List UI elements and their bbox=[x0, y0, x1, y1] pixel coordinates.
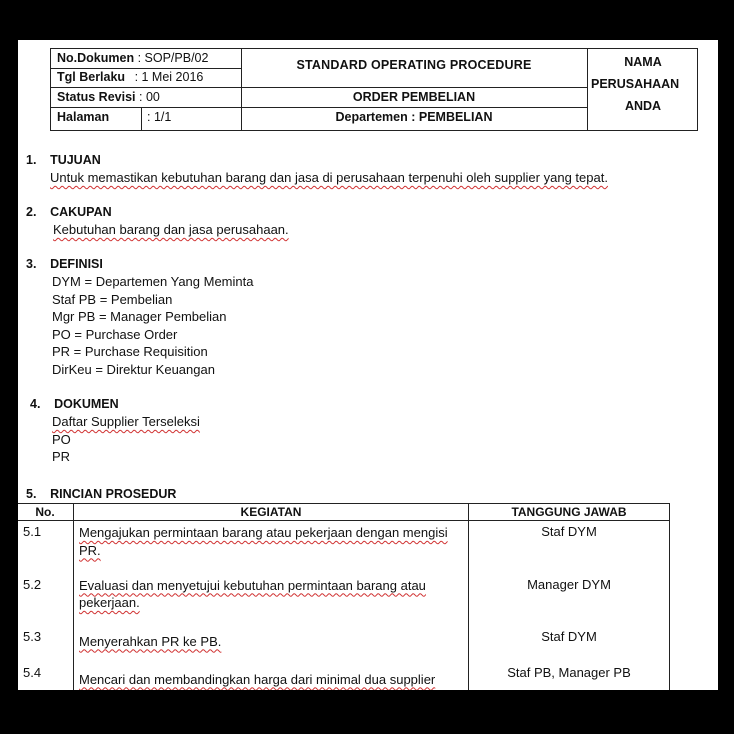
document-page bbox=[18, 40, 718, 690]
dokumen-item: Daftar Supplier Terseleksi bbox=[52, 414, 200, 429]
row-no: 5.3 bbox=[18, 626, 74, 662]
halaman-value: : 1/1 bbox=[147, 110, 172, 124]
no-dokumen-label: No.Dokumen bbox=[57, 51, 135, 65]
tgl-berlaku-label: Tgl Berlaku bbox=[57, 70, 126, 84]
section-definisi-heading: 3. DEFINISI bbox=[26, 257, 103, 271]
table-row bbox=[18, 574, 670, 626]
dokumen-item: PO bbox=[52, 431, 71, 447]
definisi-item: PO = Purchase Order bbox=[52, 326, 178, 342]
departemen-label: Departemen : PEMBELIAN bbox=[335, 110, 493, 124]
row-no: 5.1 bbox=[18, 521, 74, 574]
company-line-2: PERUSAHAAN bbox=[591, 77, 680, 91]
row-kegiatan: Menyerahkan PR ke PB. bbox=[74, 626, 469, 662]
table-header-row bbox=[18, 504, 670, 521]
halaman-label: Halaman bbox=[57, 110, 110, 124]
definisi-item: DYM = Departemen Yang Meminta bbox=[52, 274, 254, 289]
table-row bbox=[18, 662, 670, 691]
no-dokumen-value: : SOP/PB/02 bbox=[137, 51, 209, 65]
company-line-3: ANDA bbox=[624, 99, 662, 113]
row-tanggung-jawab: Staf PB, Manager PB bbox=[469, 662, 670, 691]
definisi-item: DirKeu = Direktur Keuangan bbox=[52, 361, 215, 377]
table-row bbox=[18, 521, 670, 574]
definisi-list bbox=[52, 273, 253, 378]
col-kegiatan-header: KEGIATAN bbox=[74, 504, 469, 521]
section-dokumen-heading: 4. DOKUMEN bbox=[30, 397, 119, 411]
table-row bbox=[18, 626, 670, 662]
company-line-1: NAMA bbox=[624, 55, 662, 69]
document-header bbox=[50, 48, 698, 131]
sop-subtitle: ORDER PEMBELIAN bbox=[352, 90, 476, 104]
section-prosedur-heading: 5. RINCIAN PROSEDUR bbox=[26, 487, 177, 501]
section-tujuan-heading: 1. TUJUAN bbox=[26, 153, 101, 167]
section-tujuan-text: Untuk memastikan kebutuhan barang dan jasa di perusahaan terpenuhi oleh supplier yang tepat. bbox=[50, 170, 608, 185]
definisi-item: Staf PB = Pembelian bbox=[52, 291, 173, 307]
status-revisi-row bbox=[57, 90, 160, 104]
row-kegiatan: Mengajukan permintaan barang atau pekerjaan dengan mengisi PR. bbox=[74, 521, 469, 574]
tgl-berlaku-row bbox=[57, 70, 203, 84]
col-no-header: No. bbox=[18, 504, 74, 521]
no-dokumen-row bbox=[57, 51, 208, 65]
status-revisi-label: Status Revisi bbox=[57, 90, 136, 104]
status-revisi-value: : 00 bbox=[139, 90, 160, 104]
dokumen-list bbox=[52, 413, 200, 466]
section-cakupan-text: Kebutuhan barang dan jasa perusahaan. bbox=[53, 222, 289, 237]
definisi-item: Mgr PB = Manager Pembelian bbox=[52, 309, 227, 324]
col-tanggung-jawab-header: TANGGUNG JAWAB bbox=[469, 504, 670, 521]
row-tanggung-jawab: Staf DYM bbox=[469, 521, 670, 574]
row-tanggung-jawab: Manager DYM bbox=[469, 574, 670, 626]
row-kegiatan: Mencari dan membandingkan harga dari minimal dua supplier bbox=[74, 662, 469, 691]
definisi-item: PR = Purchase Requisition bbox=[52, 344, 208, 359]
row-no: 5.2 bbox=[18, 574, 74, 626]
row-kegiatan: Evaluasi dan menyetujui kebutuhan permintaan barang atau pekerjaan. bbox=[74, 574, 469, 626]
sop-title: STANDARD OPERATING PROCEDURE bbox=[296, 58, 532, 72]
row-tanggung-jawab: Staf DYM bbox=[469, 626, 670, 662]
company-name bbox=[587, 51, 699, 117]
section-cakupan-heading: 2. CAKUPAN bbox=[26, 205, 112, 219]
procedure-table bbox=[18, 503, 670, 690]
row-no: 5.4 bbox=[18, 662, 74, 691]
dokumen-item: PR bbox=[52, 449, 71, 464]
tgl-berlaku-value: : 1 Mei 2016 bbox=[134, 70, 204, 84]
